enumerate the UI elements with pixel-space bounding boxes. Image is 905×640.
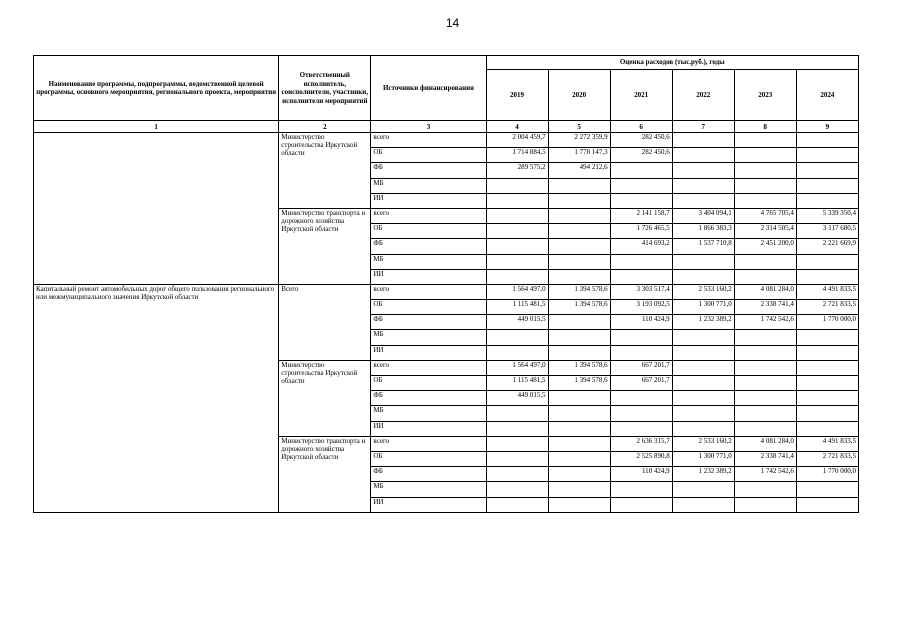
expense-value-cell: 1 742 542,6: [734, 467, 796, 482]
expense-value-cell: 667 201,7: [610, 376, 672, 391]
expense-value-cell: 1 714 884,5: [486, 148, 548, 163]
expense-value-cell: [486, 436, 548, 451]
funding-source-cell: ОБ: [371, 376, 486, 391]
column-number: 7: [672, 121, 734, 133]
expense-value-cell: [548, 178, 610, 193]
expense-value-cell: [734, 133, 796, 148]
expense-value-cell: [486, 208, 548, 223]
expense-value-cell: 1 564 497,0: [486, 360, 548, 375]
expense-value-cell: 2 314 505,4: [734, 224, 796, 239]
executor-cell: Министерство транспорта и дорожного хозяйства Иркутской области: [279, 208, 371, 284]
expense-value-cell: [548, 467, 610, 482]
program-name-cell: [34, 133, 279, 285]
expense-value-cell: 2 272 359,9: [548, 133, 610, 148]
expense-value-cell: [796, 163, 858, 178]
expense-value-cell: [672, 148, 734, 163]
column-number: 4: [486, 121, 548, 133]
expense-value-cell: 1 394 578,6: [548, 376, 610, 391]
expense-value-cell: [734, 360, 796, 375]
expense-value-cell: 667 201,7: [610, 360, 672, 375]
expense-value-cell: [486, 482, 548, 497]
expense-value-cell: [734, 254, 796, 269]
expense-value-cell: 282 450,6: [610, 148, 672, 163]
expense-value-cell: [610, 345, 672, 360]
funding-source-cell: всего: [371, 436, 486, 451]
funding-source-cell: ОБ: [371, 224, 486, 239]
expense-value-cell: 1 300 771,0: [672, 451, 734, 466]
expense-value-cell: [610, 163, 672, 178]
funding-source-cell: всего: [371, 208, 486, 223]
expense-value-cell: 2 525 890,8: [610, 451, 672, 466]
funding-source-cell: МБ: [371, 406, 486, 421]
expense-value-cell: 2 221 669,9: [796, 239, 858, 254]
budget-table-body: [34, 133, 859, 513]
program-name-cell: Капитальный ремонт автомобильных дорог общего пользования регионального или межмуниципального значения Иркутской области: [34, 284, 279, 512]
header-year: 2020: [548, 70, 610, 121]
expense-value-cell: [796, 254, 858, 269]
funding-source-cell: всего: [371, 133, 486, 148]
expense-value-cell: [796, 421, 858, 436]
expense-value-cell: 1 394 578,6: [548, 284, 610, 299]
expense-value-cell: [734, 376, 796, 391]
expense-value-cell: [796, 178, 858, 193]
expense-value-cell: [486, 254, 548, 269]
executor-cell: Министерство строительства Иркутской области: [279, 360, 371, 436]
funding-source-cell: ОБ: [371, 451, 486, 466]
funding-source-cell: ФБ: [371, 391, 486, 406]
expense-value-cell: [734, 482, 796, 497]
expense-value-cell: [548, 315, 610, 330]
expense-value-cell: [486, 330, 548, 345]
expense-value-cell: 4 081 284,0: [734, 284, 796, 299]
expense-value-cell: [486, 178, 548, 193]
expense-value-cell: [734, 163, 796, 178]
expense-value-cell: [610, 497, 672, 512]
expense-value-cell: 2 721 833,5: [796, 451, 858, 466]
expense-value-cell: [486, 421, 548, 436]
expense-value-cell: [796, 360, 858, 375]
funding-source-cell: МБ: [371, 482, 486, 497]
column-number: 3: [371, 121, 486, 133]
expense-value-cell: [548, 269, 610, 284]
expense-value-cell: 1 394 578,6: [548, 360, 610, 375]
expense-value-cell: [734, 345, 796, 360]
expense-value-cell: [486, 193, 548, 208]
expense-value-cell: 1 564 497,0: [486, 284, 548, 299]
expense-value-cell: [796, 406, 858, 421]
executor-cell: Всего: [279, 284, 371, 360]
funding-source-cell: МБ: [371, 178, 486, 193]
expense-value-cell: 4 765 705,4: [734, 208, 796, 223]
expense-value-cell: 1 742 542,6: [734, 315, 796, 330]
expense-value-cell: [734, 269, 796, 284]
expense-value-cell: [610, 391, 672, 406]
expense-value-cell: [672, 330, 734, 345]
expense-value-cell: [486, 497, 548, 512]
expense-value-cell: 4 081 284,0: [734, 436, 796, 451]
expense-value-cell: 1 115 481,5: [486, 300, 548, 315]
expense-value-cell: 4 491 833,5: [796, 284, 858, 299]
expense-value-cell: 414 693,2: [610, 239, 672, 254]
expense-value-cell: 1 866 383,3: [672, 224, 734, 239]
header-funding-sources: Источники финансирования: [371, 56, 486, 121]
funding-source-cell: ФБ: [371, 467, 486, 482]
funding-source-cell: МБ: [371, 330, 486, 345]
expense-value-cell: [548, 482, 610, 497]
header-executor: Ответственный исполнитель, соисполнители, участники, исполнители мероприятий: [279, 56, 371, 121]
funding-source-cell: ФБ: [371, 315, 486, 330]
expense-value-cell: [796, 376, 858, 391]
funding-source-cell: ОБ: [371, 300, 486, 315]
expense-value-cell: [610, 406, 672, 421]
expense-value-cell: 2 338 741,4: [734, 300, 796, 315]
budget-table: [33, 55, 859, 513]
header-cost-estimate: Оценка расходов (тыс.руб.), годы: [486, 56, 859, 70]
expense-value-cell: [486, 269, 548, 284]
table-row: [34, 284, 859, 299]
expense-value-cell: [672, 178, 734, 193]
funding-source-cell: ФБ: [371, 163, 486, 178]
expense-value-cell: [734, 421, 796, 436]
header-year: 2022: [672, 70, 734, 121]
expense-value-cell: 1 115 481,5: [486, 376, 548, 391]
expense-value-cell: [610, 330, 672, 345]
expense-value-cell: 3 404 094,1: [672, 208, 734, 223]
expense-value-cell: [734, 330, 796, 345]
expense-value-cell: 5 339 350,4: [796, 208, 858, 223]
expense-value-cell: [672, 391, 734, 406]
expense-value-cell: [548, 391, 610, 406]
expense-value-cell: 2 636 315,7: [610, 436, 672, 451]
expense-value-cell: [796, 497, 858, 512]
expense-value-cell: [734, 148, 796, 163]
expense-value-cell: 1 394 578,6: [548, 300, 610, 315]
expense-value-cell: [672, 163, 734, 178]
column-number: 8: [734, 121, 796, 133]
header-year: 2021: [610, 70, 672, 121]
funding-source-cell: ИИ: [371, 421, 486, 436]
expense-value-cell: [796, 133, 858, 148]
expense-value-cell: 110 424,9: [610, 315, 672, 330]
expense-value-cell: [796, 391, 858, 406]
expense-value-cell: [610, 193, 672, 208]
expense-value-cell: [734, 391, 796, 406]
expense-value-cell: [672, 497, 734, 512]
expense-value-cell: [548, 497, 610, 512]
expense-value-cell: 282 450,6: [610, 133, 672, 148]
expense-value-cell: [796, 330, 858, 345]
expense-value-cell: 2 533 160,2: [672, 436, 734, 451]
expense-value-cell: [486, 239, 548, 254]
column-number: 2: [279, 121, 371, 133]
expense-value-cell: [548, 451, 610, 466]
expense-value-cell: 449 015,5: [486, 391, 548, 406]
expense-value-cell: 1 778 147,3: [548, 148, 610, 163]
expense-value-cell: [734, 193, 796, 208]
funding-source-cell: ИИ: [371, 269, 486, 284]
expense-value-cell: 2 004 459,7: [486, 133, 548, 148]
expense-value-cell: 1 232 389,2: [672, 467, 734, 482]
expense-value-cell: [672, 421, 734, 436]
expense-value-cell: [796, 269, 858, 284]
expense-value-cell: [548, 345, 610, 360]
expense-value-cell: 1 232 389,2: [672, 315, 734, 330]
expense-value-cell: 2 721 833,5: [796, 300, 858, 315]
table-row: [34, 133, 859, 148]
expense-value-cell: 1 726 465,5: [610, 224, 672, 239]
expense-value-cell: [486, 224, 548, 239]
expense-value-cell: [796, 345, 858, 360]
funding-source-cell: всего: [371, 284, 486, 299]
expense-value-cell: [486, 406, 548, 421]
expense-value-cell: [672, 269, 734, 284]
page-number: 14: [445, 16, 460, 30]
funding-source-cell: ОБ: [371, 148, 486, 163]
expense-value-cell: [610, 178, 672, 193]
expense-value-cell: 1 537 710,8: [672, 239, 734, 254]
expense-value-cell: [796, 482, 858, 497]
expense-value-cell: 2 338 741,4: [734, 451, 796, 466]
expense-value-cell: [548, 193, 610, 208]
expense-value-cell: 110 424,9: [610, 467, 672, 482]
expense-value-cell: 289 575,2: [486, 163, 548, 178]
expense-value-cell: [548, 406, 610, 421]
header-program-name: Наименование программы, подпрограммы, ведомственной целевой программы, основного мероприятия, регионального проекта, мероприятия: [34, 56, 279, 121]
expense-value-cell: 3 193 092,5: [610, 300, 672, 315]
expense-value-cell: [672, 376, 734, 391]
expense-value-cell: [796, 148, 858, 163]
expense-value-cell: [548, 330, 610, 345]
expense-value-cell: 1 770 000,0: [796, 467, 858, 482]
header-year: 2019: [486, 70, 548, 121]
expense-value-cell: [548, 421, 610, 436]
expense-value-cell: [548, 254, 610, 269]
funding-source-cell: ИИ: [371, 193, 486, 208]
expense-value-cell: [672, 193, 734, 208]
expense-value-cell: [486, 451, 548, 466]
expense-value-cell: [548, 208, 610, 223]
funding-source-cell: МБ: [371, 254, 486, 269]
expense-value-cell: [486, 345, 548, 360]
expense-value-cell: [610, 421, 672, 436]
expense-value-cell: [672, 360, 734, 375]
expense-value-cell: [672, 254, 734, 269]
expense-value-cell: [734, 497, 796, 512]
expense-value-cell: [610, 269, 672, 284]
expense-value-cell: [734, 178, 796, 193]
expense-value-cell: [672, 345, 734, 360]
expense-value-cell: [548, 239, 610, 254]
executor-cell: Министерство строительства Иркутской области: [279, 133, 371, 209]
header-year: 2024: [796, 70, 858, 121]
expense-value-cell: [734, 406, 796, 421]
column-number: 5: [548, 121, 610, 133]
executor-cell: Министерство транспорта и дорожного хозяйства Иркутской области: [279, 436, 371, 512]
expense-value-cell: [548, 224, 610, 239]
expense-value-cell: 2 451 200,0: [734, 239, 796, 254]
column-number: 9: [796, 121, 858, 133]
column-number: 1: [34, 121, 279, 133]
expense-value-cell: 3 303 517,4: [610, 284, 672, 299]
expense-value-cell: [610, 254, 672, 269]
funding-source-cell: ИИ: [371, 345, 486, 360]
funding-source-cell: ФБ: [371, 239, 486, 254]
expense-value-cell: 1 300 771,0: [672, 300, 734, 315]
expense-value-cell: 2 141 158,7: [610, 208, 672, 223]
funding-source-cell: всего: [371, 360, 486, 375]
expense-value-cell: 449 015,5: [486, 315, 548, 330]
expense-value-cell: 1 770 000,0: [796, 315, 858, 330]
expense-value-cell: [672, 133, 734, 148]
expense-value-cell: [796, 193, 858, 208]
funding-source-cell: ИИ: [371, 497, 486, 512]
expense-value-cell: [548, 436, 610, 451]
header-year: 2023: [734, 70, 796, 121]
expense-value-cell: 3 117 680,5: [796, 224, 858, 239]
expense-value-cell: [672, 406, 734, 421]
expense-value-cell: 2 533 160,2: [672, 284, 734, 299]
expense-value-cell: [610, 482, 672, 497]
expense-value-cell: 494 212,6: [548, 163, 610, 178]
expense-value-cell: [486, 467, 548, 482]
column-number: 6: [610, 121, 672, 133]
expense-value-cell: [672, 482, 734, 497]
expense-value-cell: 4 491 833,5: [796, 436, 858, 451]
